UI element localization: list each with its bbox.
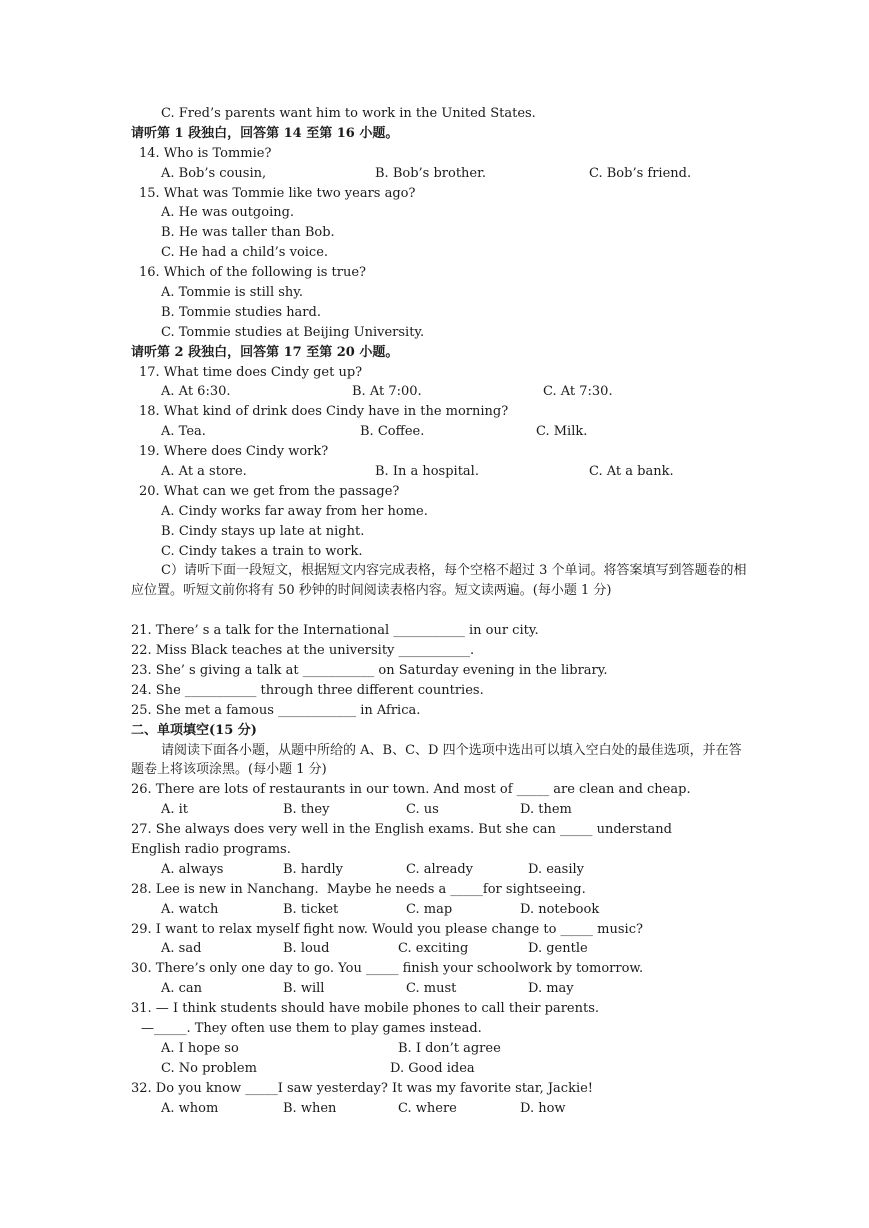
option-c: C. already [406,861,473,877]
option-c: C. Cindy takes a train to work. [161,543,363,559]
option-c: C. He had a child’s voice. [161,245,329,261]
question-19-options [131,462,751,482]
option-b: B. In a hospital. [375,464,479,480]
question-19: 19. Where does Cindy work? [139,444,329,460]
option-b: B. At 7:00. [352,384,422,400]
option-a: A. sad [161,941,202,957]
question-23: 23. She’ s giving a talk at ___________ on Saturday evening in the library. [131,662,608,678]
question-27: 27. She always does very well in the English exams. But she can _____ understand [131,822,672,838]
option-a: A. Tommie is still shy. [161,285,304,301]
option-a: A. whom [161,1100,219,1116]
option-c: C. At a bank. [589,464,674,480]
question-29-options [131,939,751,959]
option-d: D. them [520,802,572,818]
question-17-options [131,382,751,402]
option-a: A. I hope so [161,1040,239,1056]
option-c: C. us [406,802,439,818]
option-c: C. At 7:30. [543,384,613,400]
question-18: 18. What kind of drink does Cindy have in the morning? [139,404,509,420]
option-a: A. At a store. [161,464,247,480]
question-28: 28. Lee is new in Nanchang. Maybe he needs a _____for sightseeing. [131,881,586,897]
option-b: B. I don’t agree [398,1040,501,1056]
option-b: B. Cindy stays up late at night. [161,523,365,539]
option-b: B. Coffee. [360,424,425,440]
question-32-options [131,1099,751,1119]
option-c: C. Milk. [536,424,588,440]
question-21: 21. There’ s a talk for the International ___________ in our city. [131,623,539,639]
option-a: A. At 6:30. [161,384,231,400]
option-a: A. Bob’s cousin, [161,165,267,181]
option-d: D. easily [528,861,584,877]
question-14-options [131,164,751,184]
question-18-options [131,422,751,442]
option-d: D. Good idea [390,1060,475,1076]
option-c: C. where [398,1100,457,1116]
option-b: B. loud [283,941,330,957]
option-b: B. Bob’s brother. [375,165,487,181]
option-b: B. Tommie studies hard. [161,304,321,320]
question-31-options-row-1 [131,1039,751,1059]
question-26-options [131,800,751,820]
option-c: C. must [406,981,457,997]
option-b: B. hardly [283,861,343,877]
question-27-continued: English radio programs. [131,841,291,857]
option-b: B. when [283,1100,337,1116]
option-b: B. ticket [283,901,339,917]
option-c: C. Tommie studies at Beijing University. [161,324,425,340]
option-a: A. Tea. [161,424,206,440]
question-29: 29. I want to relax myself fight now. Would you please change to _____ music? [131,921,643,937]
option-b: B. they [283,802,330,818]
question-30-options [131,979,751,999]
option-a: A. can [161,981,203,997]
option-b: B. He was taller than Bob. [161,225,335,241]
option-c: C. Bob’s friend. [589,165,692,181]
question-20: 20. What can we get from the passage? [139,483,400,499]
part-2-instructions: 请阅读下面各小题，从题中所给的 A、B、C、D 四个选项中选出可以填入空白处的最佳选项，并在答题卷上将该项涂黑。(每小题 1 分) [131,742,742,778]
option-d: D. notebook [520,901,600,917]
section-c-instructions: C）请听下面一段短文，根据短文内容完成表格，每个空格不超过 3 个单词。将答案填写到答题卷的相应位置。听短文前你将有 50 秒钟的时间阅读表格内容。短文读两遍。(每小题 1 分) [131,563,747,599]
question-14: 14. Who is Tommie? [139,145,272,161]
option-a: A. it [161,802,189,818]
question-31: 31. — I think students should have mobile phones to call their parents. [131,1001,600,1017]
question-26: 26. There are lots of restaurants in our town. And most of _____ are clean and cheap. [131,782,691,798]
q13-option-c: C. Fred’s parents want him to work in the United States. [161,106,536,121]
option-a: A. Cindy works far away from her home. [161,503,428,519]
exam-page [131,104,751,1118]
option-d: D. gentle [528,941,588,957]
option-a: A. always [161,861,224,877]
question-28-options [131,900,751,920]
question-24: 24. She ___________ through three different countries. [131,682,484,698]
option-a: A. He was outgoing. [161,205,295,221]
question-31-continued: —_____. They often use them to play games instead. [141,1021,482,1036]
option-c: C. exciting [398,941,469,957]
option-d: D. how [520,1100,566,1116]
section-heading-monologue-1: 请听第 1 段独白，回答第 14 至第 16 小题。 [131,125,399,141]
option-b: B. will [283,981,325,997]
question-31-options-row-2 [131,1059,751,1079]
question-15: 15. What was Tommie like two years ago? [139,185,416,201]
question-30: 30. There’s only one day to go. You _____ finish your schoolwork by tomorrow. [131,961,644,977]
question-27-options [131,860,751,880]
part-2-heading: 二、单项填空(15 分) [131,722,257,738]
question-32: 32. Do you know _____I saw yesterday? It was my favorite star, Jackie! [131,1080,594,1096]
option-c: C. No problem [161,1060,257,1076]
question-25: 25. She met a famous ____________ in Africa. [131,702,421,718]
question-16: 16. Which of the following is true? [139,265,367,281]
option-c: C. map [406,901,453,917]
option-a: A. watch [161,901,219,917]
section-heading-monologue-2: 请听第 2 段独白，回答第 17 至第 20 小题。 [131,344,399,360]
option-d: D. may [528,981,574,997]
question-17: 17. What time does Cindy get up? [139,364,363,380]
question-22: 22. Miss Black teaches at the university ___________. [131,643,475,659]
